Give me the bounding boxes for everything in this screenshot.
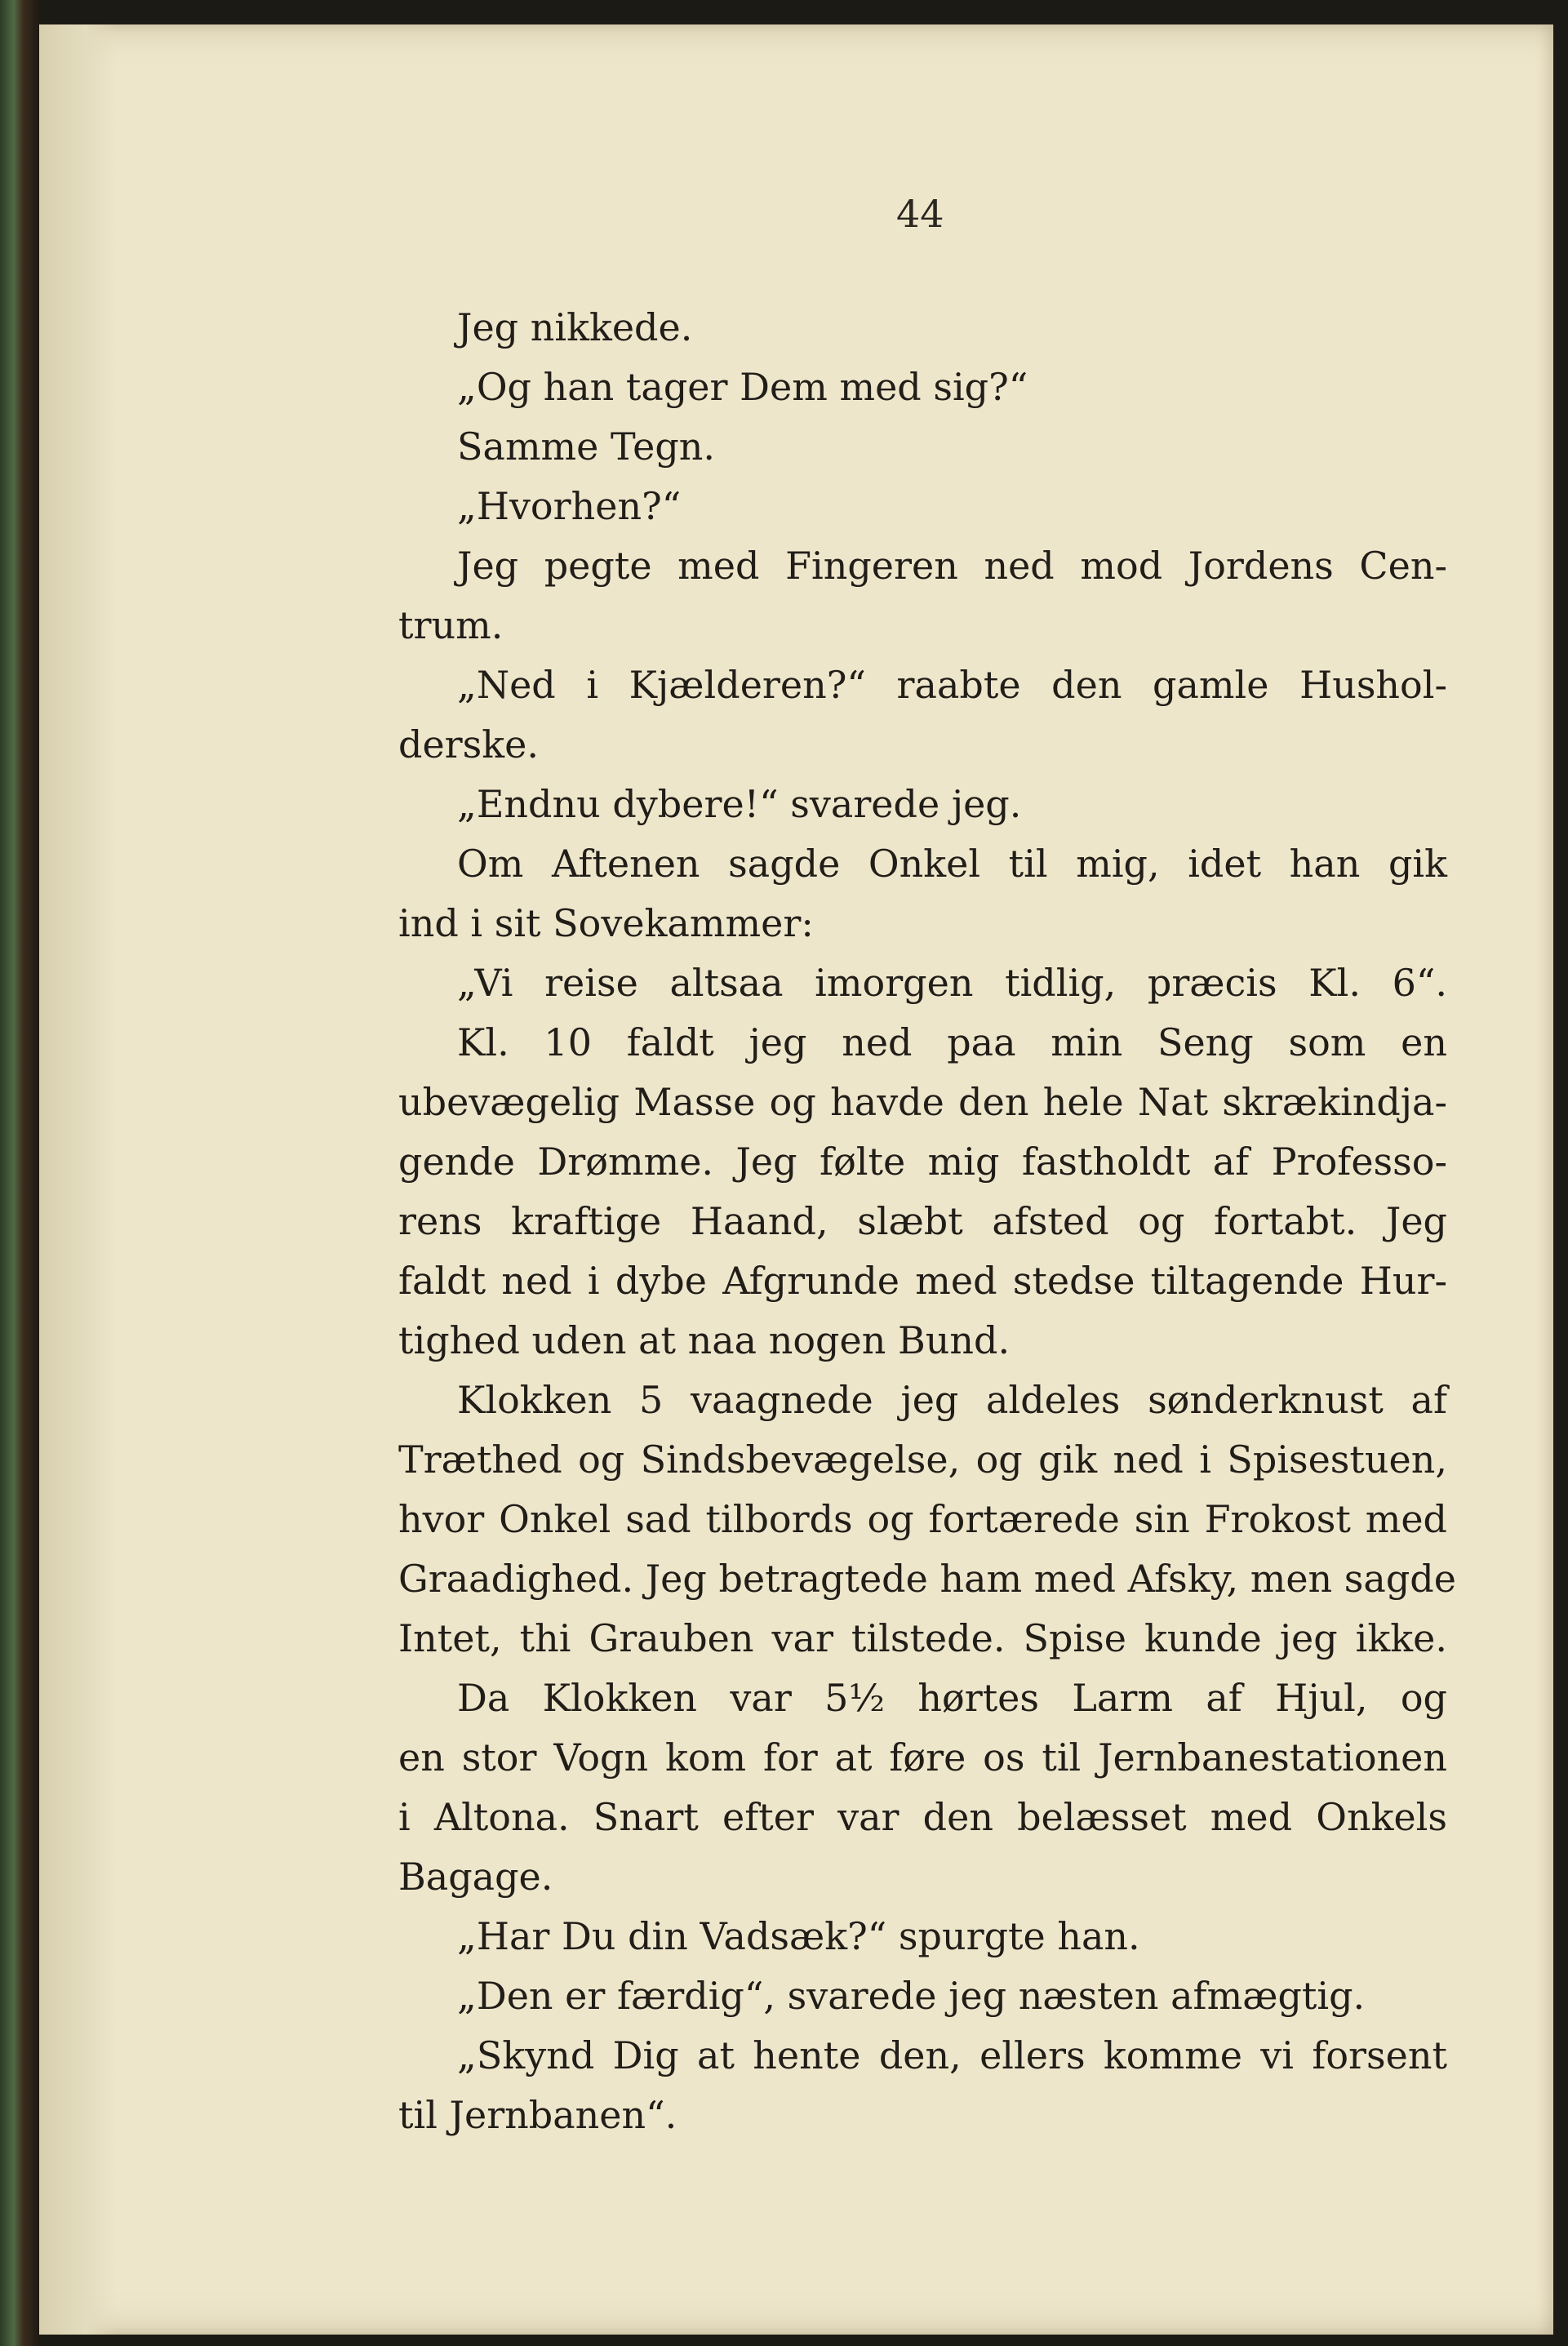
text-line: Kl. 10 faldt jeg ned paa min Seng som en	[457, 1020, 1447, 1064]
text-line: rens kraftige Haand, slæbt afsted og fortabt. Jeg	[398, 1199, 1447, 1243]
text-line: faldt ned i dybe Afgrunde med stedse tiltagende Hur-	[398, 1259, 1447, 1303]
book-page	[39, 24, 1553, 2335]
text-line: Jeg pegte med Fingeren ned mod Jordens Cen-	[457, 544, 1447, 588]
text-line: Træthed og Sindsbevægelse, og gik ned i Spisestuen,	[398, 1437, 1447, 1482]
text-line: „Og han tager Dem med sig?“	[457, 365, 1028, 409]
text-line: Intet, thi Grauben var tilstede. Spise kunde jeg ikke.	[398, 1616, 1447, 1660]
text-line: „Har Du din Vadsæk?“ spurgte han.	[457, 1914, 1140, 1958]
text-line: Bagage.	[398, 1855, 553, 1899]
text-line: Jeg nikkede.	[457, 305, 693, 349]
text-line: Om Aftenen sagde Onkel til mig, idet han gik	[457, 842, 1447, 886]
text-line: gende Drømme. Jeg følte mig fastholdt af Professo-	[398, 1140, 1447, 1184]
text-line: i Altona. Snart efter var den belæsset med Onkels	[398, 1795, 1447, 1839]
book-binding	[0, 0, 39, 2346]
text-line: „Skynd Dig at hente den, ellers komme vi forsent	[457, 2033, 1447, 2077]
text-line: „Ned i Kjælderen?“ raabte den gamle Hushol-	[457, 663, 1447, 707]
text-line: „Vi reise altsaa imorgen tidlig, præcis Kl. 6“.	[457, 961, 1447, 1005]
text-line: Klokken 5 vaagnede jeg aldeles sønderknust af	[457, 1378, 1447, 1422]
body-text	[398, 298, 1456, 2145]
text-line: tighed uden at naa nogen Bund.	[398, 1318, 1011, 1362]
text-line: til Jernbanen“.	[398, 2093, 677, 2137]
text-line: „Endnu dybere!“ svarede jeg.	[457, 782, 1022, 826]
text-line: en stor Vogn kom for at føre os til Jernbanestationen	[398, 1735, 1447, 1779]
text-line: „Hvorhen?“	[457, 484, 682, 528]
text-line: ubevægelig Masse og havde den hele Nat skrækindja-	[398, 1080, 1447, 1124]
page-number: 44	[896, 192, 944, 236]
text-line: „Den er færdig“, svarede jeg næsten afmægtig.	[457, 1974, 1366, 2018]
text-line: derske.	[398, 722, 539, 766]
text-line: trum.	[398, 603, 504, 647]
text-line: Graadighed. Jeg betragtede ham med Afsky, men sagde	[398, 1557, 1456, 1601]
text-line: Samme Tegn.	[457, 424, 716, 469]
text-line: ind i sit Sovekammer:	[398, 901, 814, 945]
text-line: hvor Onkel sad tilbords og fortærede sin Frokost med	[398, 1497, 1447, 1541]
text-line: Da Klokken var 5½ hørtes Larm af Hjul, og	[457, 1676, 1447, 1720]
page-gutter	[39, 24, 117, 2335]
